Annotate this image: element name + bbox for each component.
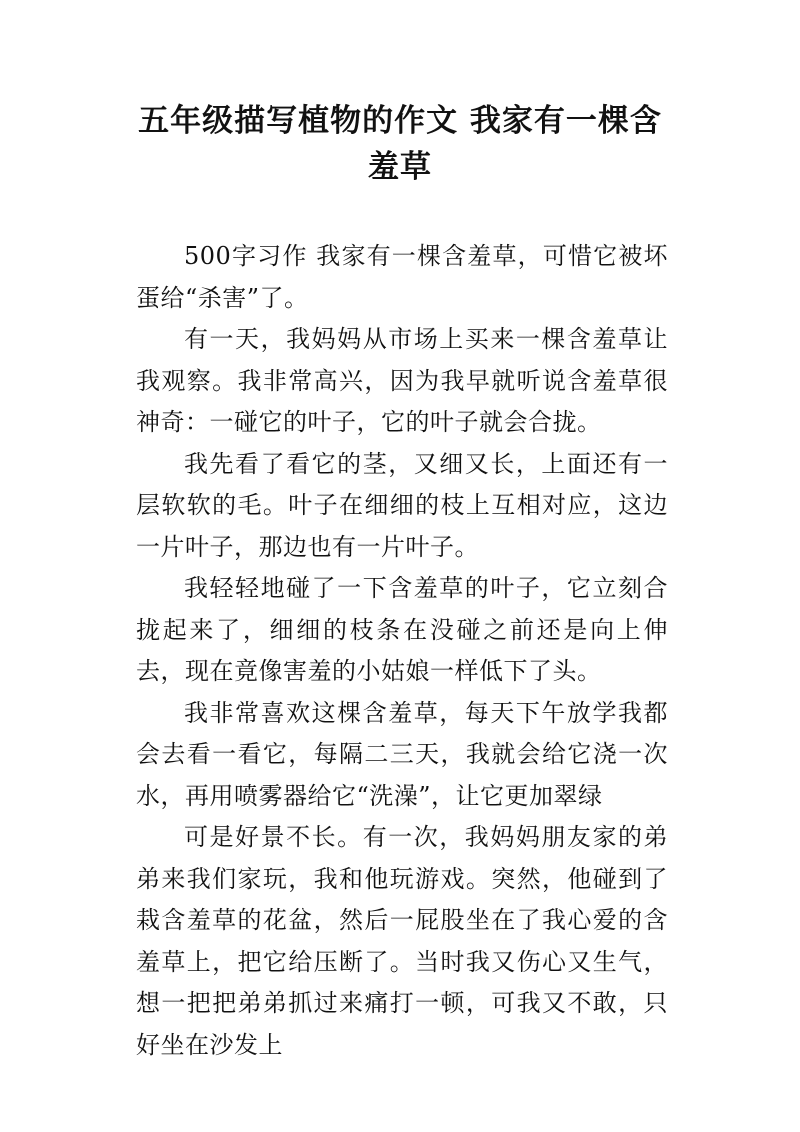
- title-line-1: 五年级描写植物的作文 我家有一棵含: [138, 103, 662, 139]
- paragraph-4: 我轻轻地碰了一下含羞草的叶子，它立刻合拢起来了，细细的枝条在没碰之前还是向上伸去，现在竟像害羞的小姑娘一样低下了头。: [136, 574, 668, 685]
- paragraph-6: 可是好景不长。有一次，我妈妈朋友家的弟弟来我们家玩，我和他玩游戏。突然，他碰到了栽含羞草的花盆，然后一屁股坐在了我心爱的含羞草上，把它给压断了。当时我又伤心又生气，想一把把弟弟抓过来痛打一顿，可我又不敢，只好坐在沙发上: [136, 823, 668, 1059]
- paragraph-5: 我非常喜欢这棵含羞草，每天下午放学我都会去看一看它，每隔二三天，我就会给它浇一次水，再用喷雾器给它“洗澡”，让它更加翠绿: [136, 698, 668, 810]
- paragraph-1: 500字习作 我家有一棵含羞草，可惜它被坏蛋给“杀害”了。: [136, 242, 668, 312]
- paragraph-3: 我先看了看它的茎，又细又长，上面还有一层软软的毛。叶子在细细的枝上互相对应，这边一片叶子，那边也有一片叶子。: [136, 449, 668, 561]
- article-body: [136, 236, 668, 1066]
- page-title: [100, 98, 700, 190]
- title-line-2: 羞草: [368, 149, 432, 185]
- paragraph-2: 有一天，我妈妈从市场上买来一棵含羞草让我观察。我非常高兴，因为我早就听说含羞草很神奇：一碰它的叶子，它的叶子就会合拢。: [136, 325, 668, 436]
